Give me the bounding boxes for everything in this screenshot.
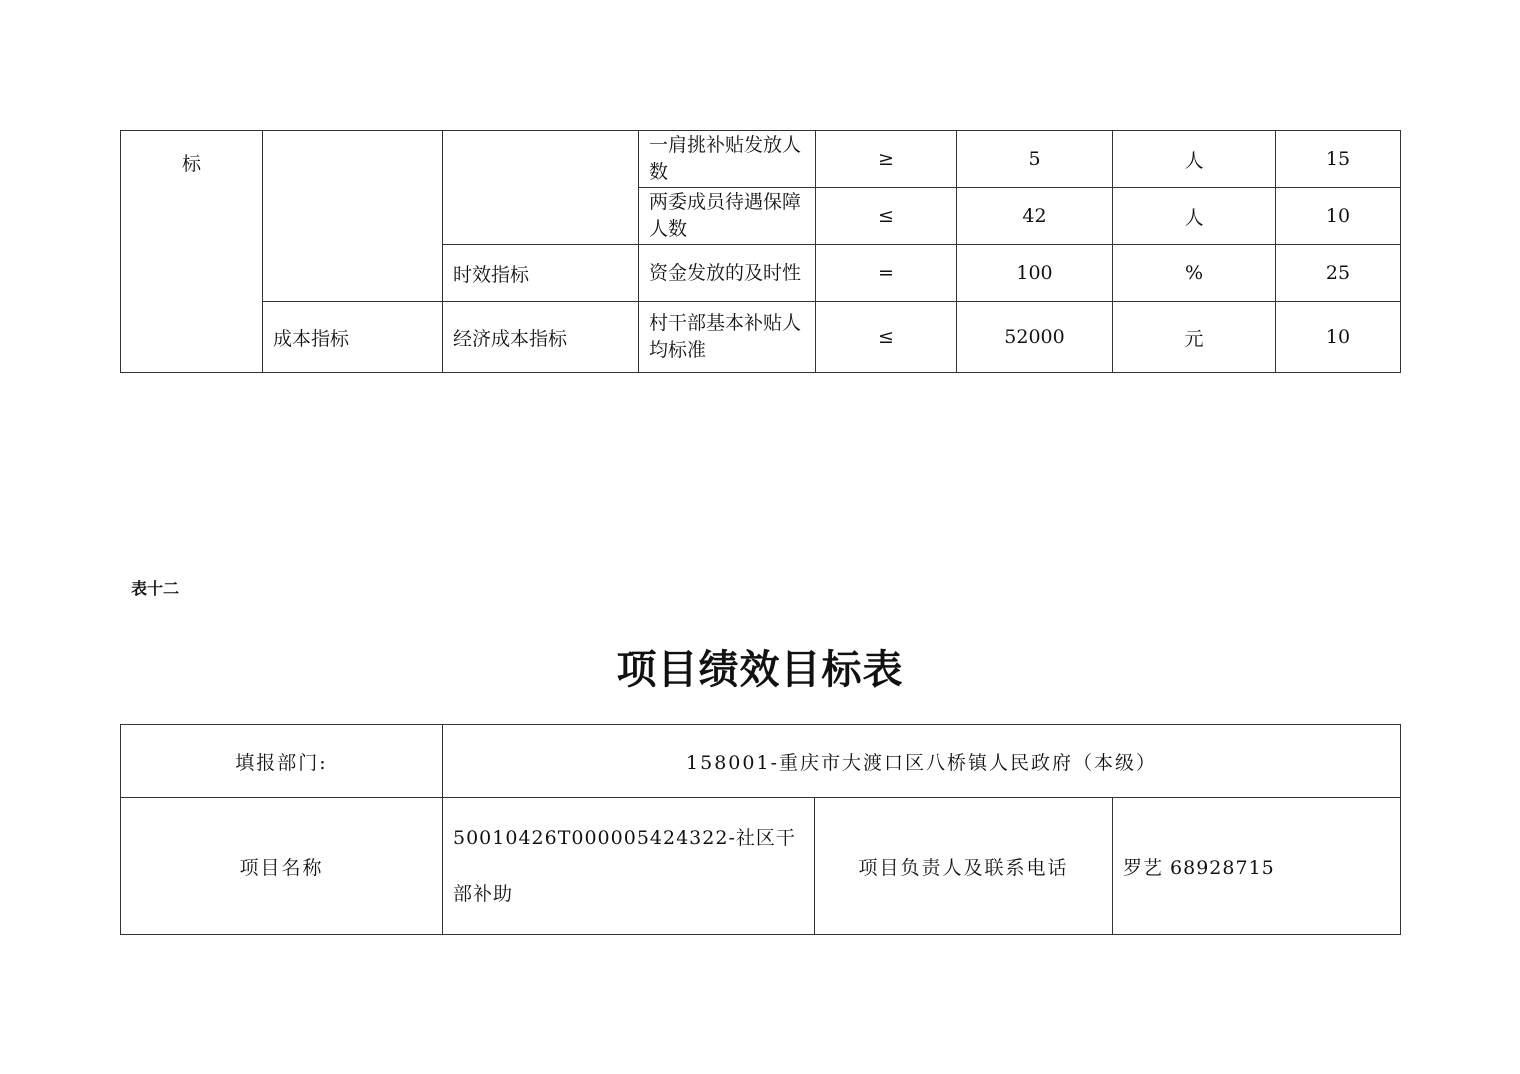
operator-cell: ≤ [816,188,957,245]
project-info-table [120,724,1401,935]
target-value: 100 [957,245,1113,302]
score-cell: 25 [1276,245,1401,302]
primary-indicator-cell: 成本指标 [263,302,443,373]
target-value: 5 [957,131,1113,188]
indicator-table [120,130,1401,373]
operator-cell: = [816,245,957,302]
primary-indicator-cell [263,131,443,302]
owner-contact-value: 罗艺 68928715 [1113,798,1401,935]
secondary-indicator-cell: 经济成本指标 [443,302,639,373]
dept-label: 填报部门: [121,725,443,798]
target-value: 52000 [957,302,1113,373]
secondary-indicator-cell: 时效指标 [443,245,639,302]
score-cell: 10 [1276,302,1401,373]
table-row [121,131,1401,188]
category-cell: 标 [121,131,263,373]
indicator-name: 资金发放的及时性 [639,245,816,302]
dept-value: 158001-重庆市大渡口区八桥镇人民政府（本级） [443,725,1401,798]
operator-cell: ≥ [816,131,957,188]
indicator-name: 两委成员待遇保障人数 [639,188,816,245]
indicator-name: 村干部基本补贴人均标准 [639,302,816,373]
unit-cell: 人 [1113,188,1276,245]
form-title: 项目绩效目标表 [616,646,904,693]
table-row [121,798,1401,935]
table-number-label: 表十二 [131,579,180,598]
target-value: 42 [957,188,1113,245]
table-row [121,302,1401,373]
indicator-name: 一肩挑补贴发放人数 [639,131,816,188]
unit-cell: 人 [1113,131,1276,188]
unit-cell: 元 [1113,302,1276,373]
table-row [121,725,1401,798]
score-cell: 15 [1276,131,1401,188]
operator-cell: ≤ [816,302,957,373]
owner-label: 项目负责人及联系电话 [815,798,1113,935]
project-name-value: 50010426T000005424322-社区干部补助 [443,798,815,935]
unit-cell: % [1113,245,1276,302]
score-cell: 10 [1276,188,1401,245]
secondary-indicator-cell [443,131,639,245]
project-name-label: 项目名称 [121,798,443,935]
